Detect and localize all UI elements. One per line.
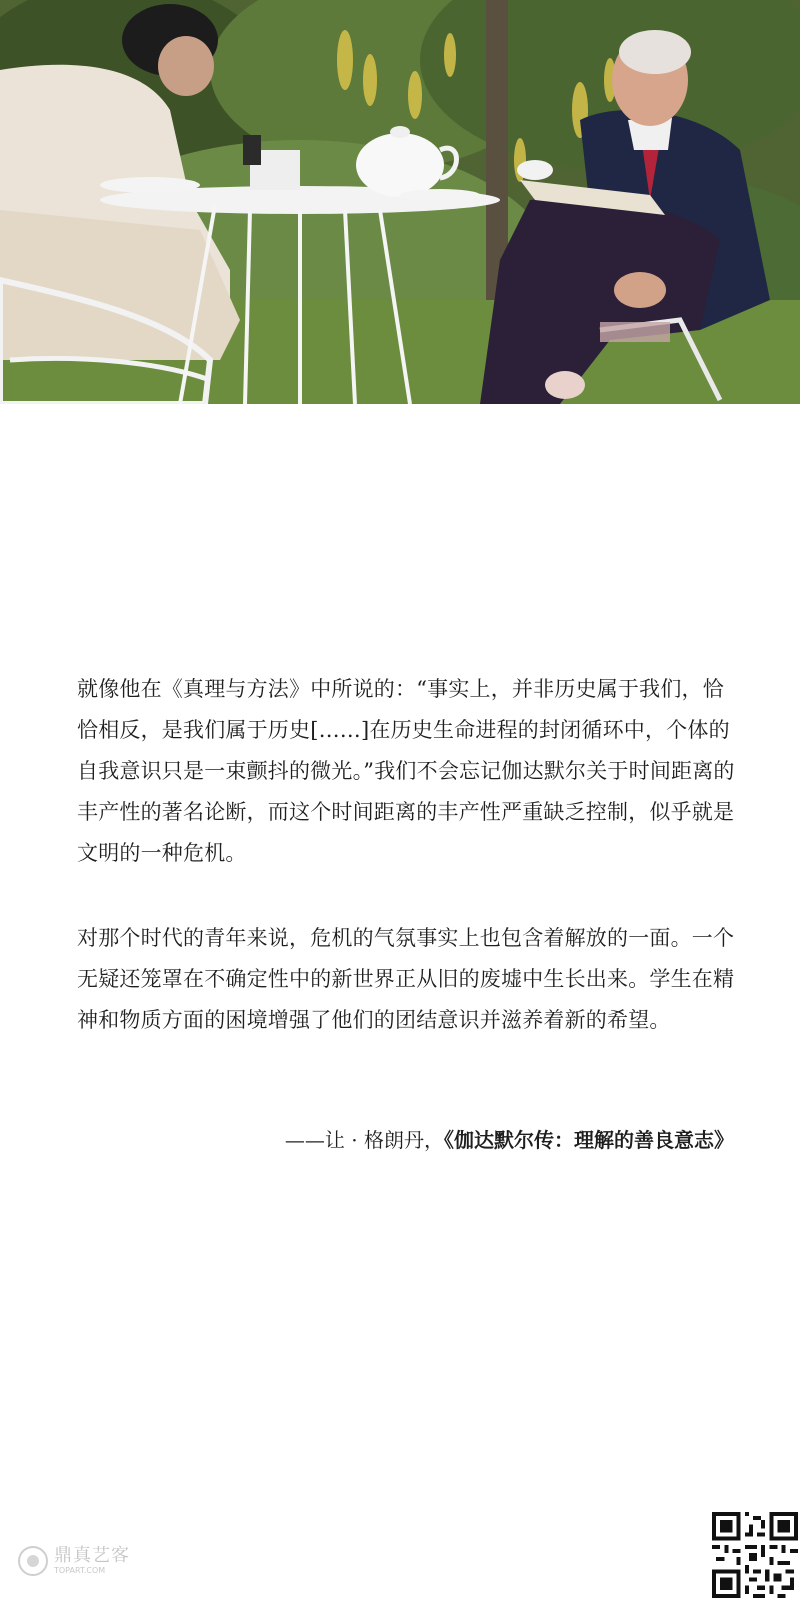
header-photo: [0, 0, 800, 404]
watermark-name-cn: 鼎真艺客: [54, 1545, 130, 1566]
paragraph-quote: 就像他在《真理与方法》中所说的：“事实上，并非历史属于我们，恰恰相反，是我们属于历史[……]在历史生命进程的封闭循环中，个体的自我意识只是一束颤抖的微光。”我们不会忘记伽达默尔关于时间距离的丰产性的著名论断，而这个时间距离的丰产性严重缺乏控制，似乎就是文明的一种危机。: [77, 677, 735, 865]
citation-author: ——让 · 格朗丹，: [284, 1128, 444, 1152]
watermark-logo-icon: [18, 1546, 48, 1576]
citation: [285, 1125, 734, 1155]
watermark: [18, 1546, 130, 1576]
watermark-name-en: TOPART.COM: [54, 1566, 106, 1575]
photo-illustration: [0, 0, 800, 404]
qr-code-icon[interactable]: [712, 1512, 798, 1598]
citation-book-title: 《伽达默尔传：理解的善良意志》: [444, 1128, 734, 1152]
paragraph-commentary: 对那个时代的青年来说，危机的气氛事实上也包含着解放的一面。一个无疑还笼罩在不确定性中的新世界正从旧的废墟中生长出来。学生在精神和物质方面的困境增强了他们的团结意识并滋养着新的希望。: [77, 926, 735, 1032]
